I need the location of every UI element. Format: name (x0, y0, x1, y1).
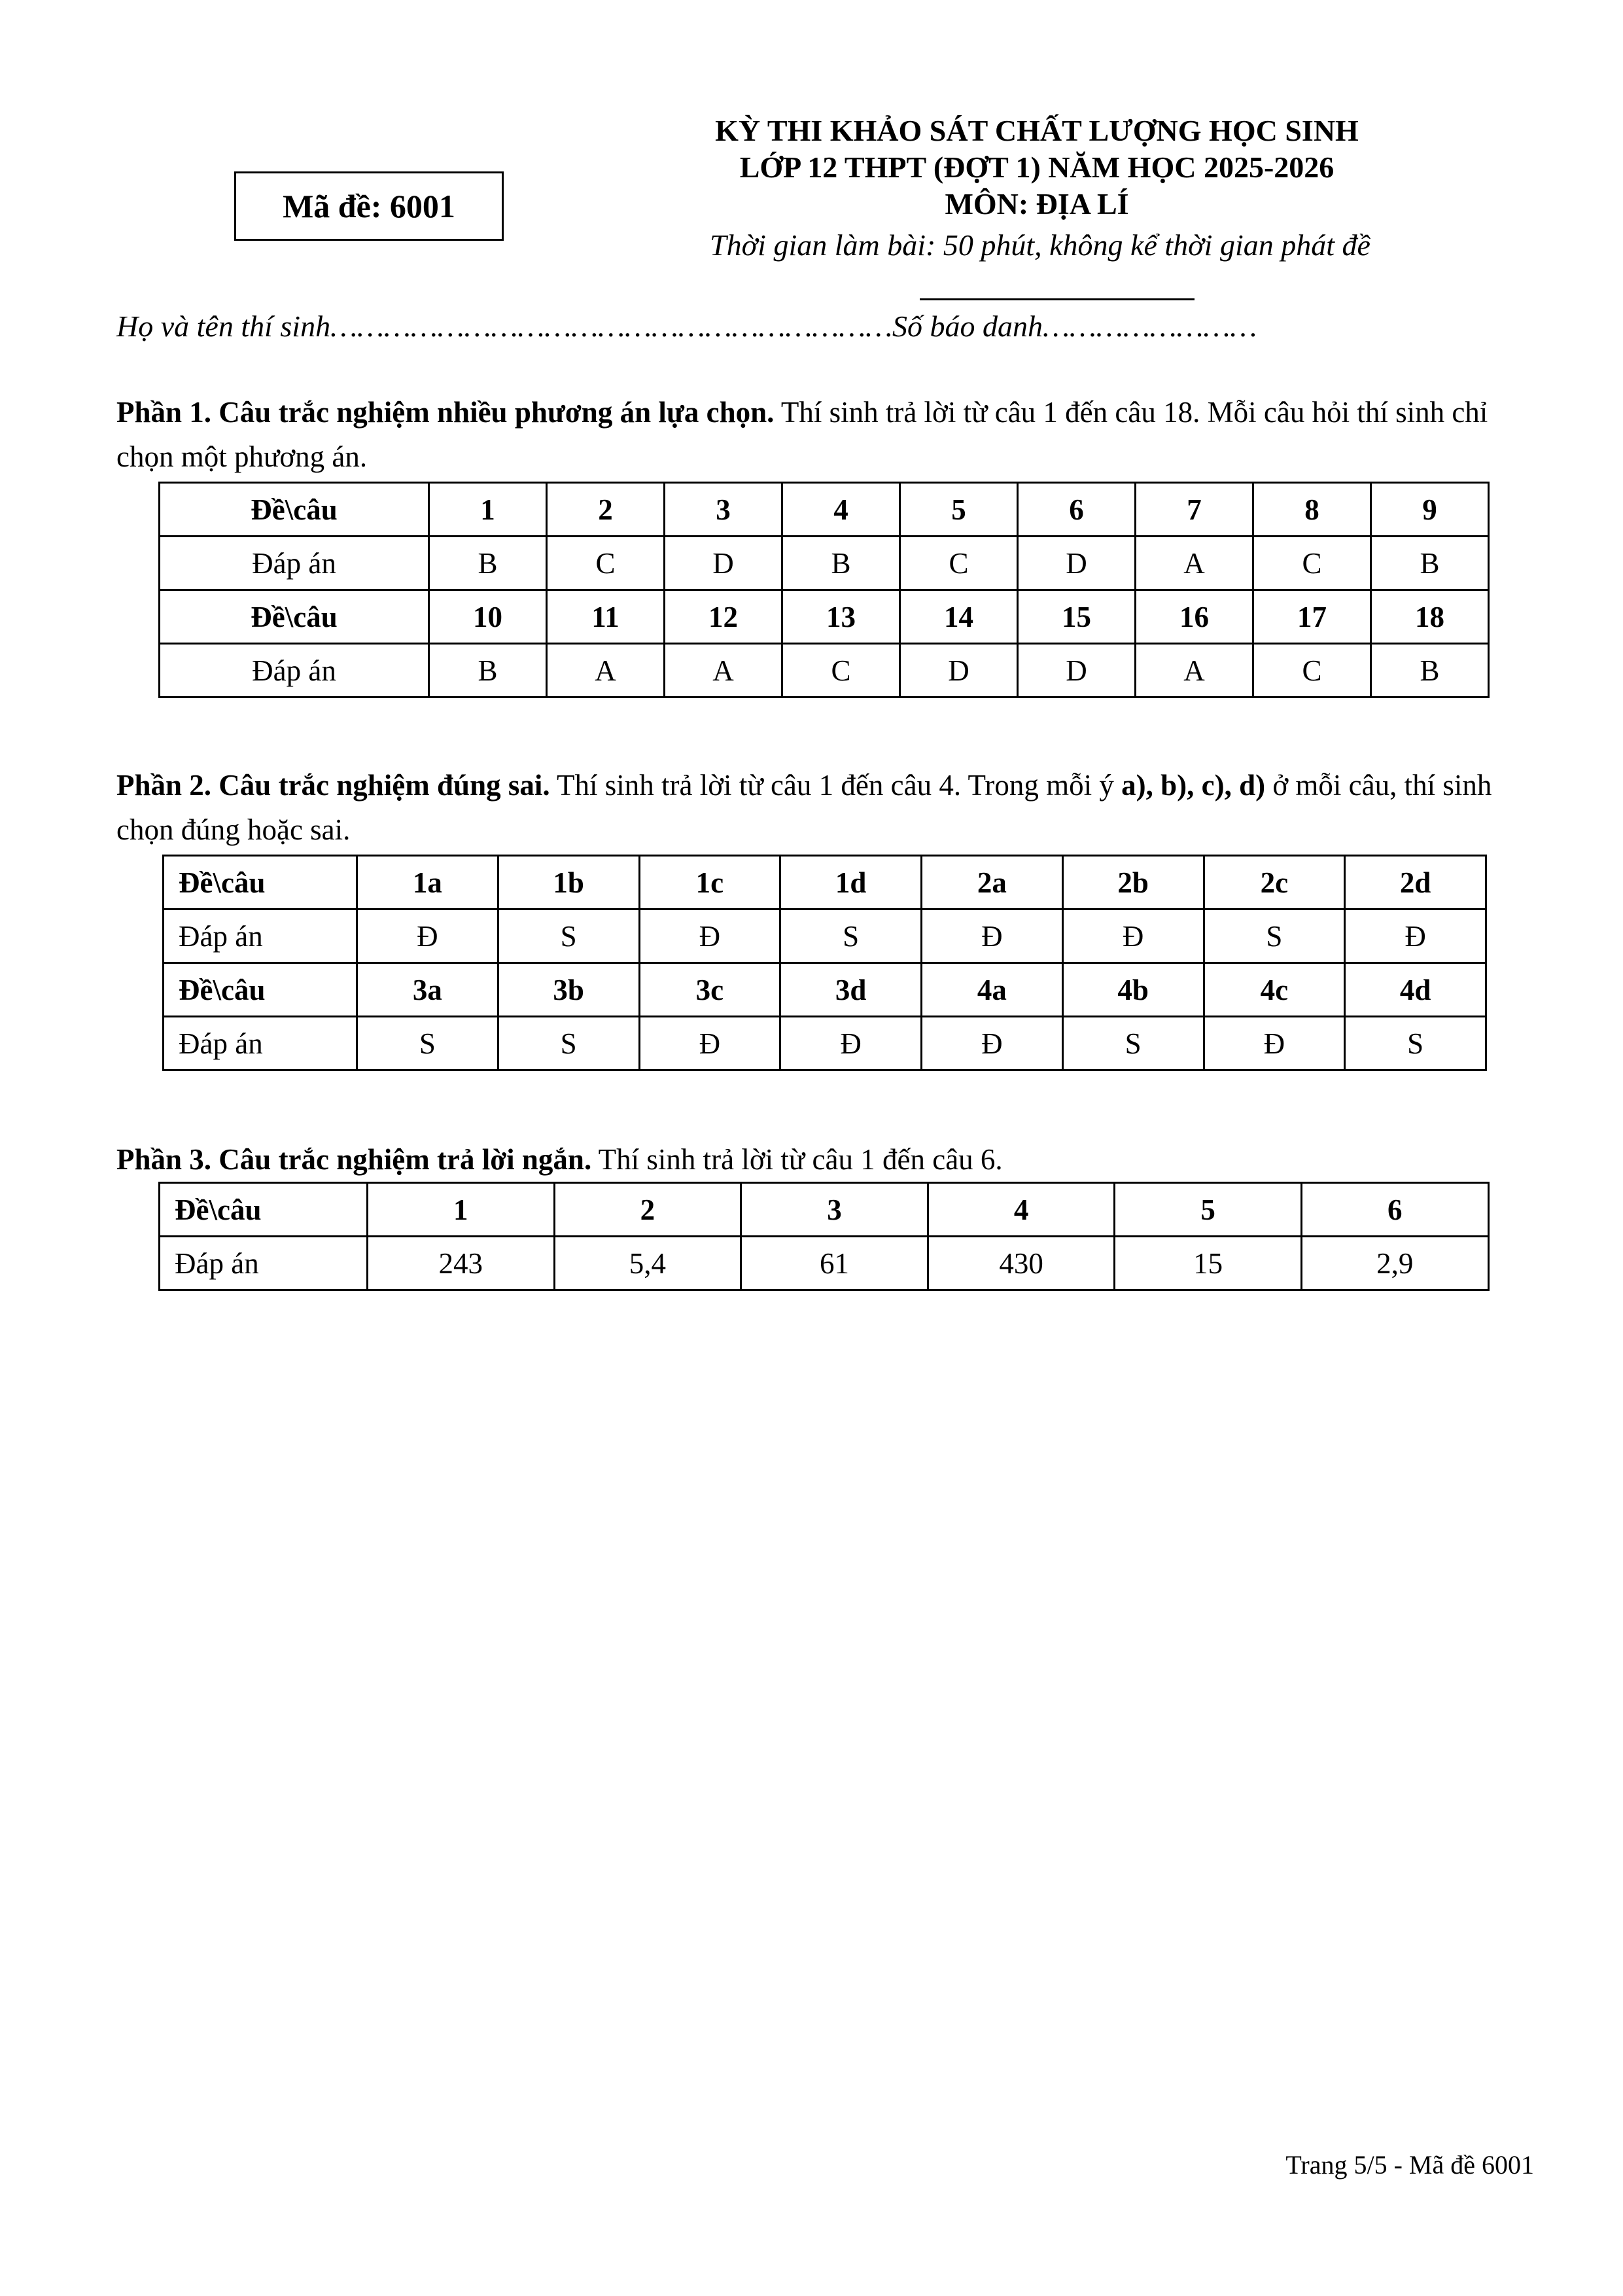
table-header-row (164, 856, 1486, 910)
answer-cell: S (1345, 1017, 1486, 1070)
question-number-cell: 14 (900, 590, 1018, 644)
question-number-cell: 3a (357, 963, 498, 1017)
part1-desc: Thí sinh trả lời từ câu 1 đến câu 18. Mỗi câu hỏi thí sinh chỉ chọn một phương án. (116, 396, 1488, 473)
row-label-cell: Đáp án (160, 644, 429, 698)
answer-cell: A (665, 644, 782, 698)
answer-cell: Đ (922, 910, 1063, 963)
answer-cell: D (900, 644, 1018, 698)
answer-cell: 5,4 (554, 1237, 741, 1290)
answer-cell: C (1253, 537, 1371, 590)
question-number-cell: 5 (900, 483, 1018, 537)
answer-cell: Đ (639, 910, 780, 963)
table-answer-row (160, 1237, 1489, 1290)
question-number-cell: 2c (1204, 856, 1345, 910)
row-label-cell: Đáp án (160, 1237, 368, 1290)
part2-title: Phần 2. Câu trắc nghiệm đúng sai. (116, 769, 550, 802)
answer-cell: S (1062, 1017, 1204, 1070)
table-answer-row (164, 910, 1486, 963)
table-header-row (160, 1183, 1489, 1237)
part1-title: Phần 1. Câu trắc nghiệm nhiều phương án lựa chọn. (116, 396, 775, 429)
header-divider (920, 298, 1195, 300)
row-label-cell: Đáp án (160, 537, 429, 590)
part2-desc-b: a), b), c), d) (1121, 769, 1266, 802)
question-number-cell: 1b (498, 856, 639, 910)
answer-cell: S (357, 1017, 498, 1070)
answer-cell: D (1018, 644, 1136, 698)
question-number-cell: 3b (498, 963, 639, 1017)
question-number-cell: 13 (782, 590, 900, 644)
answer-cell: C (1253, 644, 1371, 698)
answer-cell: S (498, 1017, 639, 1070)
question-number-cell: 4a (922, 963, 1063, 1017)
answer-cell: B (1371, 644, 1489, 698)
question-number-cell: 2a (922, 856, 1063, 910)
part3-title: Phần 3. Câu trắc nghiệm trả lời ngắn. (116, 1143, 592, 1176)
answer-cell: C (782, 644, 900, 698)
question-number-cell: 3d (780, 963, 922, 1017)
row-label-cell: Đề\câu (164, 856, 357, 910)
answer-cell: 2,9 (1301, 1237, 1488, 1290)
table-header-row (160, 590, 1489, 644)
question-number-cell: 15 (1018, 590, 1136, 644)
part3-answer-table (158, 1182, 1490, 1291)
question-number-cell: 1 (368, 1183, 555, 1237)
answer-cell: C (547, 537, 665, 590)
part2-desc-a: Thí sinh trả lời từ câu 1 đến câu 4. Trong mỗi ý (550, 769, 1122, 802)
question-number-cell: 18 (1371, 590, 1489, 644)
exam-code-box: Mã đề: 6001 (234, 171, 504, 241)
question-number-cell: 9 (1371, 483, 1489, 537)
part2-heading (116, 763, 1543, 852)
table-header-row (164, 963, 1486, 1017)
table-header-row (160, 483, 1489, 537)
question-number-cell: 7 (1136, 483, 1253, 537)
question-number-cell: 6 (1301, 1183, 1488, 1237)
question-number-cell: 3 (665, 483, 782, 537)
exam-time: Thời gian làm bài: 50 phút, không kể thời gian phát đề (710, 228, 1370, 262)
part1-heading (116, 390, 1543, 479)
question-number-cell: 2 (554, 1183, 741, 1237)
question-number-cell: 4 (928, 1183, 1115, 1237)
part3-heading (116, 1137, 1543, 1182)
part2-desc-c: ở mỗi câu, thí sinh chọn đúng hoặc sai. (116, 769, 1492, 846)
question-number-cell: 3c (639, 963, 780, 1017)
row-label-cell: Đề\câu (160, 1183, 368, 1237)
question-number-cell: 1c (639, 856, 780, 910)
row-label-cell: Đề\câu (164, 963, 357, 1017)
exam-title-line2: LỚP 12 THPT (ĐỢT 1) NĂM HỌC 2025-2026 (739, 150, 1335, 184)
page-footer: Trang 5/5 - Mã đề 6001 (1285, 2150, 1534, 2180)
candidate-info-line: Họ và tên thí sinh………………………………………………………Số báo danh…………………… (116, 309, 1257, 343)
question-number-cell: 10 (429, 590, 547, 644)
question-number-cell: 2b (1062, 856, 1204, 910)
question-number-cell: 2d (1345, 856, 1486, 910)
answer-cell: 243 (368, 1237, 555, 1290)
part3-desc: Thí sinh trả lời từ câu 1 đến câu 6. (591, 1143, 1003, 1176)
question-number-cell: 11 (547, 590, 665, 644)
row-label-cell: Đề\câu (160, 590, 429, 644)
answer-cell: Đ (639, 1017, 780, 1070)
answer-cell: S (780, 910, 922, 963)
answer-cell: Đ (780, 1017, 922, 1070)
answer-cell: S (1204, 910, 1345, 963)
answer-cell: S (498, 910, 639, 963)
question-number-cell: 1a (357, 856, 498, 910)
question-number-cell: 17 (1253, 590, 1371, 644)
answer-cell: A (547, 644, 665, 698)
answer-cell: B (1371, 537, 1489, 590)
row-label-cell: Đáp án (164, 910, 357, 963)
answer-cell: 15 (1115, 1237, 1302, 1290)
answer-cell: D (1018, 537, 1136, 590)
question-number-cell: 12 (665, 590, 782, 644)
answer-cell: 430 (928, 1237, 1115, 1290)
question-number-cell: 1d (780, 856, 922, 910)
row-label-cell: Đáp án (164, 1017, 357, 1070)
table-answer-row (164, 1017, 1486, 1070)
exam-subject: MÔN: ĐỊA LÍ (945, 187, 1129, 221)
part1-answer-table (158, 482, 1490, 698)
row-label-cell: Đề\câu (160, 483, 429, 537)
table-answer-row (160, 644, 1489, 698)
question-number-cell: 16 (1136, 590, 1253, 644)
answer-cell: Đ (922, 1017, 1063, 1070)
table-answer-row (160, 537, 1489, 590)
answer-cell: B (429, 537, 547, 590)
question-number-cell: 5 (1115, 1183, 1302, 1237)
answer-cell: C (900, 537, 1018, 590)
question-number-cell: 6 (1018, 483, 1136, 537)
answer-cell: D (665, 537, 782, 590)
answer-cell: 61 (741, 1237, 928, 1290)
question-number-cell: 4c (1204, 963, 1345, 1017)
part2-answer-table (162, 855, 1487, 1071)
answer-cell: A (1136, 644, 1253, 698)
answer-cell: Đ (357, 910, 498, 963)
answer-cell: B (429, 644, 547, 698)
question-number-cell: 1 (429, 483, 547, 537)
answer-cell: B (782, 537, 900, 590)
question-number-cell: 4 (782, 483, 900, 537)
answer-cell: Đ (1204, 1017, 1345, 1070)
question-number-cell: 8 (1253, 483, 1371, 537)
exam-title-line1: KỲ THI KHẢO SÁT CHẤT LƯỢNG HỌC SINH (715, 114, 1359, 147)
answer-cell: Đ (1345, 910, 1486, 963)
answer-cell: A (1136, 537, 1253, 590)
answer-cell: Đ (1062, 910, 1204, 963)
question-number-cell: 4d (1345, 963, 1486, 1017)
question-number-cell: 3 (741, 1183, 928, 1237)
question-number-cell: 2 (547, 483, 665, 537)
question-number-cell: 4b (1062, 963, 1204, 1017)
